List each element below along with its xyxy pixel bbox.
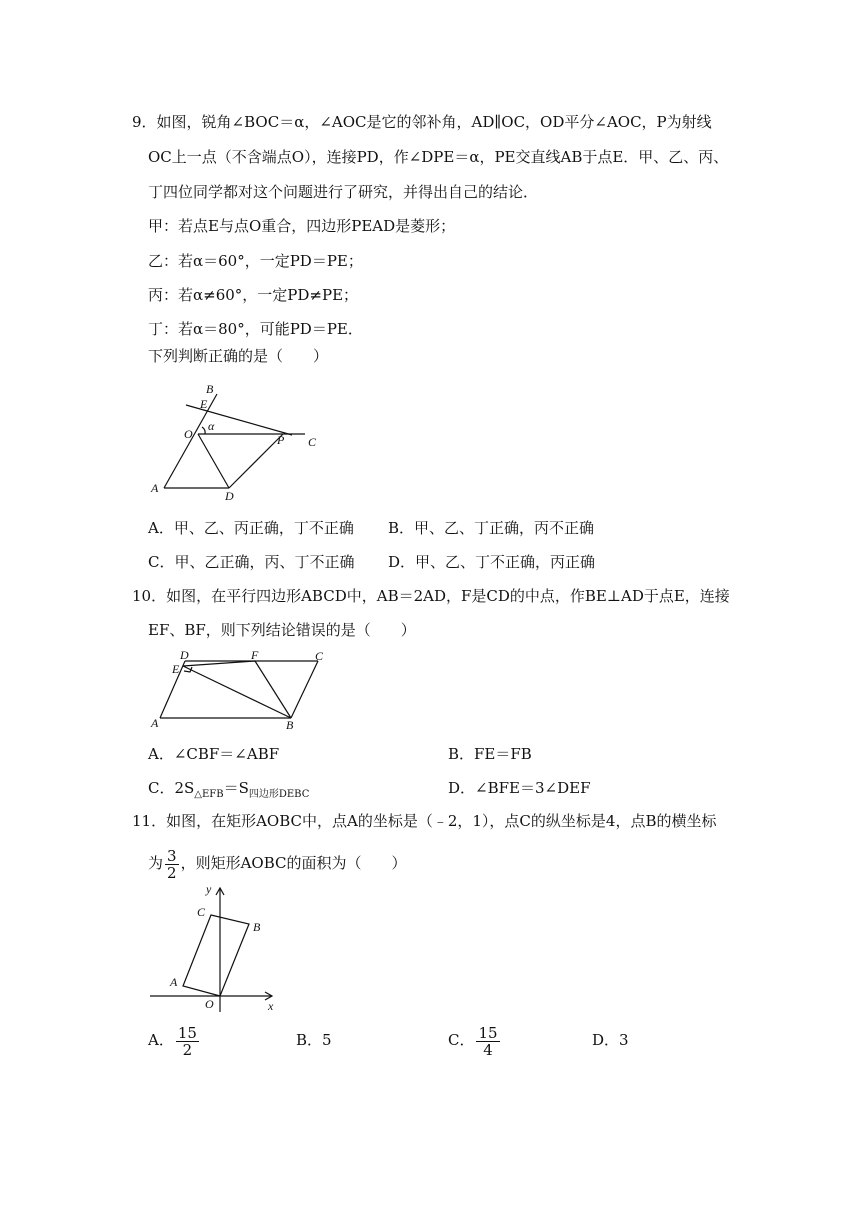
q9-fig-label-P: P xyxy=(277,433,285,447)
q9-number: 9 xyxy=(132,113,142,131)
q9-fig-label-E: E xyxy=(200,397,208,411)
q11-option-c-den: 4 xyxy=(483,1040,493,1059)
q9-fig-label-C: C xyxy=(308,435,317,449)
q11-stem-line-1: ．如图，在矩形AOBC中，点A的坐标是（﹣2，1），点C的纵坐标是4，点B的横坐标 xyxy=(151,812,717,830)
q9-line-1 xyxy=(132,112,712,132)
q9-fig-label-A: A xyxy=(151,481,159,495)
q9-fig-label-O: O xyxy=(184,427,193,441)
q9-line-3: 丁四位同学都对这个问题进行了研究，并得出自己的结论． xyxy=(148,183,539,201)
q11-option-c-num: 15 xyxy=(478,1023,498,1042)
q10-figure xyxy=(145,646,345,736)
q11-fraction-den: 2 xyxy=(167,863,177,882)
q11-figure xyxy=(145,880,285,1020)
q11-fig-label-C: C xyxy=(197,905,206,919)
q9-statement-jia: 甲：若点E与点O重合，四边形PEAD是菱形； xyxy=(148,217,456,235)
q11-line-2 xyxy=(148,845,406,881)
q11-fig-label-A: A xyxy=(170,975,178,989)
q11-fig-label-x: x xyxy=(268,999,274,1013)
q10-fig-label-D: D xyxy=(180,648,189,662)
q10-option-b: B．FE＝FB xyxy=(448,745,532,763)
q9-option-b: B．甲、乙、丁正确，丙不正确 xyxy=(388,519,595,537)
q10-number: 10 xyxy=(132,587,152,605)
q10-option-a: A．∠CBF＝∠ABF xyxy=(148,745,280,763)
q11-option-a xyxy=(148,1022,201,1058)
q11-option-a-fraction xyxy=(176,1025,199,1058)
q9-prompt: 下列判断正确的是（ ） xyxy=(148,347,329,365)
q9-statement-ding: 丁：若α＝80°，可能PD＝PE． xyxy=(148,320,363,338)
q11-option-a-label: A． xyxy=(148,1031,174,1049)
q10-option-d: D．∠BFE＝3∠DEF xyxy=(448,779,591,797)
q11-fraction-num: 3 xyxy=(167,846,177,865)
q9-option-d: D．甲、乙、丁不正确，丙正确 xyxy=(388,553,596,571)
q10-fig-label-A: A xyxy=(151,716,159,730)
q11-fig-label-B: B xyxy=(253,920,261,934)
q10-option-c-prefix: C．2S xyxy=(148,779,195,797)
q9-line-2: OC上一点（不含端点O），连接PD，作∠DPE＝α，PE交直线AB于点E．甲、乙、丙、 xyxy=(148,148,729,166)
q11-option-a-num: 15 xyxy=(177,1023,197,1042)
q10-fig-label-F: F xyxy=(251,648,259,662)
q11-option-a-den: 2 xyxy=(182,1040,193,1059)
q9-fig-label-B: B xyxy=(206,382,214,396)
q11-number: 11 xyxy=(132,812,152,830)
q10-option-c-sub2: 四边形DEBC xyxy=(248,789,310,800)
q11-option-c-fraction xyxy=(476,1025,499,1058)
q11-stem-wei: 为 xyxy=(148,854,164,872)
q9-statement-yi: 乙：若α＝60°，一定PD＝PE； xyxy=(148,252,363,270)
q10-line-1 xyxy=(132,586,730,606)
q11-fig-label-y: y xyxy=(206,882,212,896)
q11-option-d: D．3 xyxy=(592,1031,629,1049)
q10-fig-label-B: B xyxy=(286,718,294,732)
q9-option-c: C．甲、乙正确，丙、丁不正确 xyxy=(148,553,355,571)
q10-option-c-sub1: △EFB xyxy=(194,789,224,800)
q11-fig-label-O: O xyxy=(205,997,214,1011)
q11-line-1 xyxy=(132,811,716,831)
q10-line-2: EF、BF，则下列结论错误的是（ ） xyxy=(148,621,416,639)
q10-stem-line-1: ．如图，在平行四边形ABCD中，AB＝2AD，F是CD的中点，作BE⊥AD于点E，连接 xyxy=(151,587,730,605)
q9-statement-bing: 丙：若α≠60°，一定PD≠PE； xyxy=(148,286,359,304)
q11-fraction xyxy=(165,848,179,881)
q10-fig-label-C: C xyxy=(315,649,324,663)
q9-stem-line-1: ．如图，锐角∠BOC＝α，∠AOC是它的邻补角，AD∥OC，OD平分∠AOC，P为射线 xyxy=(141,113,712,131)
q9-fig-label-D: D xyxy=(225,489,234,503)
q10-option-c-mid: ＝S xyxy=(223,779,249,797)
q11-option-c xyxy=(448,1022,502,1058)
q11-option-c-label: C． xyxy=(448,1031,475,1049)
q10-option-c xyxy=(148,778,309,805)
q9-option-a: A．甲、乙、丙正确，丁不正确 xyxy=(148,519,354,537)
q11-option-b: B．5 xyxy=(296,1031,332,1049)
q9-fig-label-alpha: α xyxy=(208,419,215,433)
q10-fig-label-E: E xyxy=(172,662,180,676)
q11-stem-rest: ，则矩形AOBC的面积为（ ） xyxy=(180,854,407,872)
q9-figure xyxy=(145,378,345,508)
